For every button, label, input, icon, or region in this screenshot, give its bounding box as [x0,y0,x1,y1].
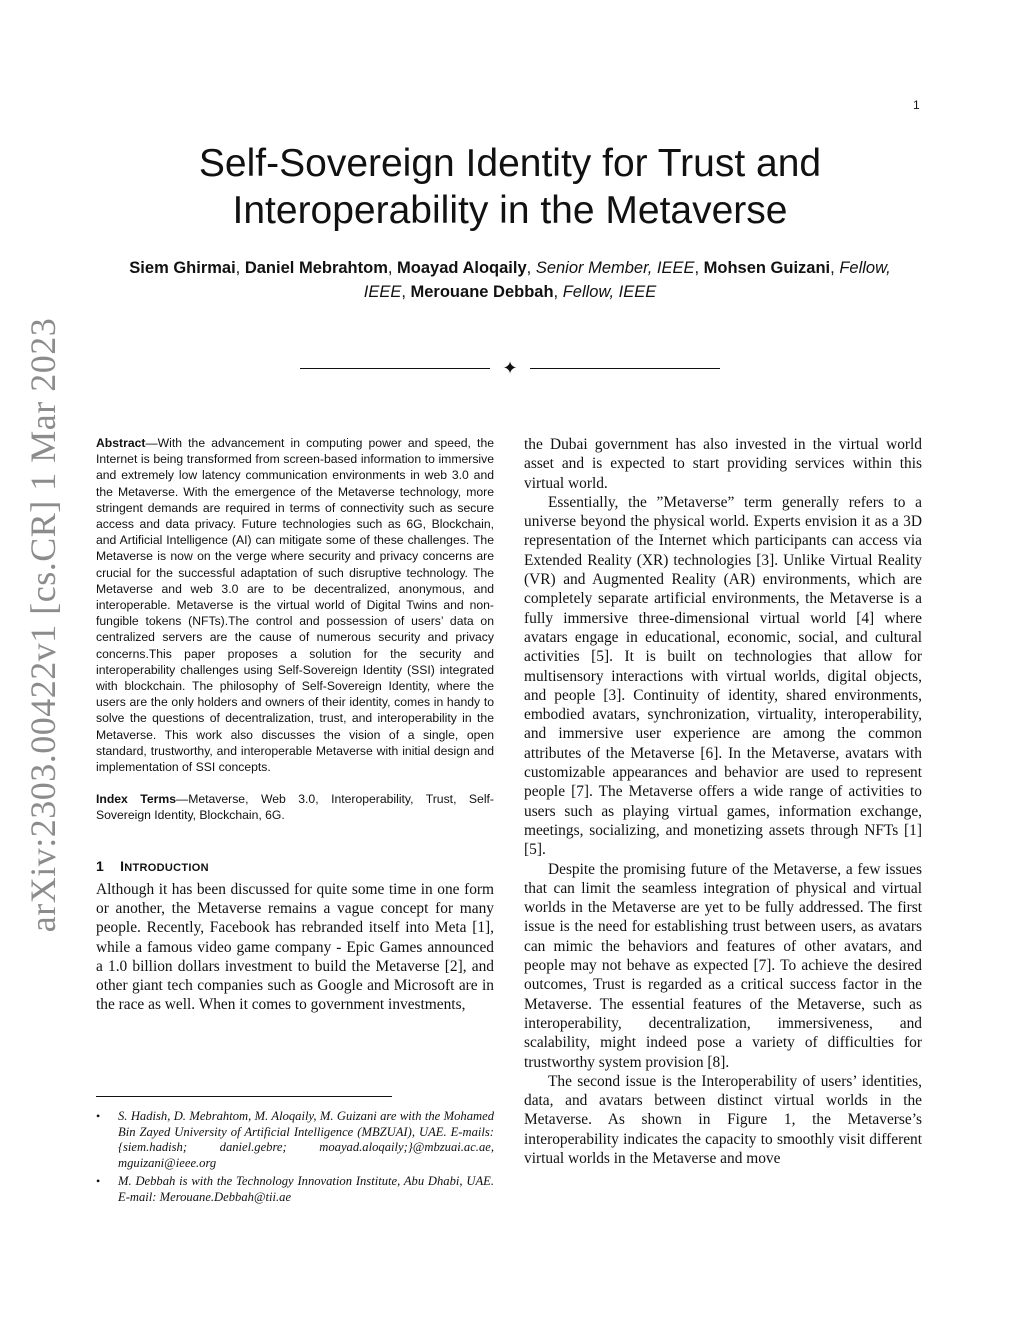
author-name: Mohsen Guizani [703,259,831,277]
abstract-label: Abstract [96,436,146,450]
footnotes [96,1109,494,1209]
section-number: 1 [96,857,105,874]
abstract [96,435,494,775]
index-terms-text: —Metaverse, Web 3.0, Interoperability, Trust, Self-Sovereign Identity, Blockchain, 6G. [96,792,494,823]
title-separator [300,360,720,376]
bullet-icon: • [96,1109,101,1123]
index-terms [96,791,494,823]
author-affiliation: Fellow, IEEE [363,259,891,301]
footnote-rule [96,1096,392,1097]
paper-title: Self-Sovereign Identity for Trust and Interoperability in the Metaverse [198,142,822,232]
arxiv-stamp: arXiv:2303.00422v1 [cs.CR] 1 Mar 2023 [23,317,63,933]
star-ornament-icon: ✦ [502,358,518,378]
right-column [524,435,922,1168]
footnote [96,1174,494,1205]
page-number: 1 [913,98,920,112]
section-title-rest: NTRODUCTION [124,861,209,874]
footnote-text: M. Debbah is with the Technology Innovation Institute, Abu Dhabi, UAE. E-mail: Merouane.Debbah@tii.ae [118,1174,494,1204]
author-name: Daniel Mebrahtom [244,259,388,277]
body-paragraph: Essentially, the ”Metaverse” term generally refers to a universe beyond the physical world. Experts envision it as a 3D representation of the Internet which participants can access via Extended Reality (XR) technologies [3]. Unlike Virtual Reality (VR) and Augmented Reality (AR) environments, which are completely separate artificial environments, the Metaverse is a fully immersive three-dimensional virtual world [4] where avatars engage in educational, economic, social, and cultural activities [5]. It is built on technologies that allow for multisensory interactions with virtual worlds, digital objects, and people [3]. Continuity of identity, shared environments, embodied avatars, synchronization, virtuality, interoperability, and immersive user experience are among the common attributes of the Metaverse [6]. In the Metaverse, avatars with customizable appearances and behavior are used to represent people [7]. The Metaverse offers a wide range of activities to users such as playing virtual games, information exchange, meetings, socializing, and monetizing assets through NFTs [1] [5]. [524,493,922,859]
body-paragraph: the Dubai government has also invested in the virtual world asset and is expected to start providing services within this virtual world. [524,436,922,492]
author-list: Siem Ghirmai, Daniel Mebrahtom, Moayad Aloqaily, Senior Member, IEEE, Mohsen Guizani, Fellow, IEEE, Merouane Debbah, Fellow, IEEE [129,259,891,301]
footnote-text: S. Hadish, D. Mebrahtom, M. Aloqaily, M. Guizani are with the Mohamed Bin Zayed University of Artificial Intelligence (MBZUAI), UAE. E-mails: {siem.hadish; daniel.gebre; moayad.aloqaily;}@mbzuai.ac.ae, mguizani@ieee.org [118,1109,494,1170]
intro-paragraph: Although it has been discussed for quite some time in one form or another, the Metaverse remains a vague concept for many people. Recently, Facebook has rebranded itself into Meta [1], while a famous video game company - Epic Games announced a 1.0 billion dollars investment to build the Metaverse [2], and other giant tech companies such as Google and Microsoft are in the race as well. When it comes to government investments, [96,880,494,1014]
section-heading [96,858,494,874]
index-terms-label: Index Terms [96,792,176,807]
abstract-text: —With the advancement in computing power and speed, the Internet is being transformed from screen-based information to immersive and extremely low latency communication environments in web 3.0 and the Metaverse. With the emergence of the Metaverse technology, more stringent demands are required in terms of connectivity such as secure access and data privacy. Future technologies such as 6G, Blockchain, and Artificial Intelligence (AI) can mitigate some of these challenges. The Metaverse is now on the verge where security and privacy concerns are crucial for the successful adaptation of such disruptive technology. The Metaverse and web 3.0 are to be decentralized, anonymous, and interoperable. Metaverse is the virtual world of Digital Twins and non-fungible tokens (NFTs).The control and possession of users’ data on centralized servers are the cause of numerous security and privacy concerns.This paper proposes a solution for the security and interoperability challenges using Self-Sovereign Identity (SSI) integrated with blockchain. The philosophy of Self-Sovereign Identity, where the users are the only holders and owners of their identity, comes in handy to solve the questions of decentralization, trust, and interoperability in the Metaverse. This work also discusses the vision of a single, open standard, trustworthy, and interoperable Metaverse with initial design and implementation of SSI concepts. [96,436,494,775]
author-affiliation: Fellow, IEEE [562,283,657,301]
author-name: Merouane Debbah [410,283,554,301]
body-paragraph: Despite the promising future of the Metaverse, a few issues that can limit the seamless integration of physical and virtual worlds in the Metaverse are yet to be fully addressed. The first issue is the need for establishing trust between users, as avatars can mimic the behaviors and features of other avatars, and people may not behave as expected [7]. To achieve the desired outcomes, Trust is regarded as a critical success factor in the Metaverse. The essential features of the Metaverse, such as interoperability, decentralization, immersiveness, and scalability, might indeed pose a variety of difficulties for trustworthy system provision [8]. [524,860,922,1071]
bullet-icon: • [96,1174,101,1189]
body-paragraph: The second issue is the Interoperability of users’ identities, data, and avatars between distinct virtual worlds in the Metaverse. As shown in Figure 1, the Metaverse’s interoperability indicates the capacity to smoothly visit different virtual worlds in the Metaverse and move [524,1072,922,1167]
footnote [96,1109,494,1171]
author-name: Moayad Aloqaily [397,259,527,277]
left-column [96,435,494,1015]
author-affiliation: Senior Member, IEEE [535,259,695,277]
separator-rule [300,368,490,369]
separator-rule [530,368,720,369]
section-title-initial: I [120,857,125,874]
author-name: Siem Ghirmai [129,259,236,277]
